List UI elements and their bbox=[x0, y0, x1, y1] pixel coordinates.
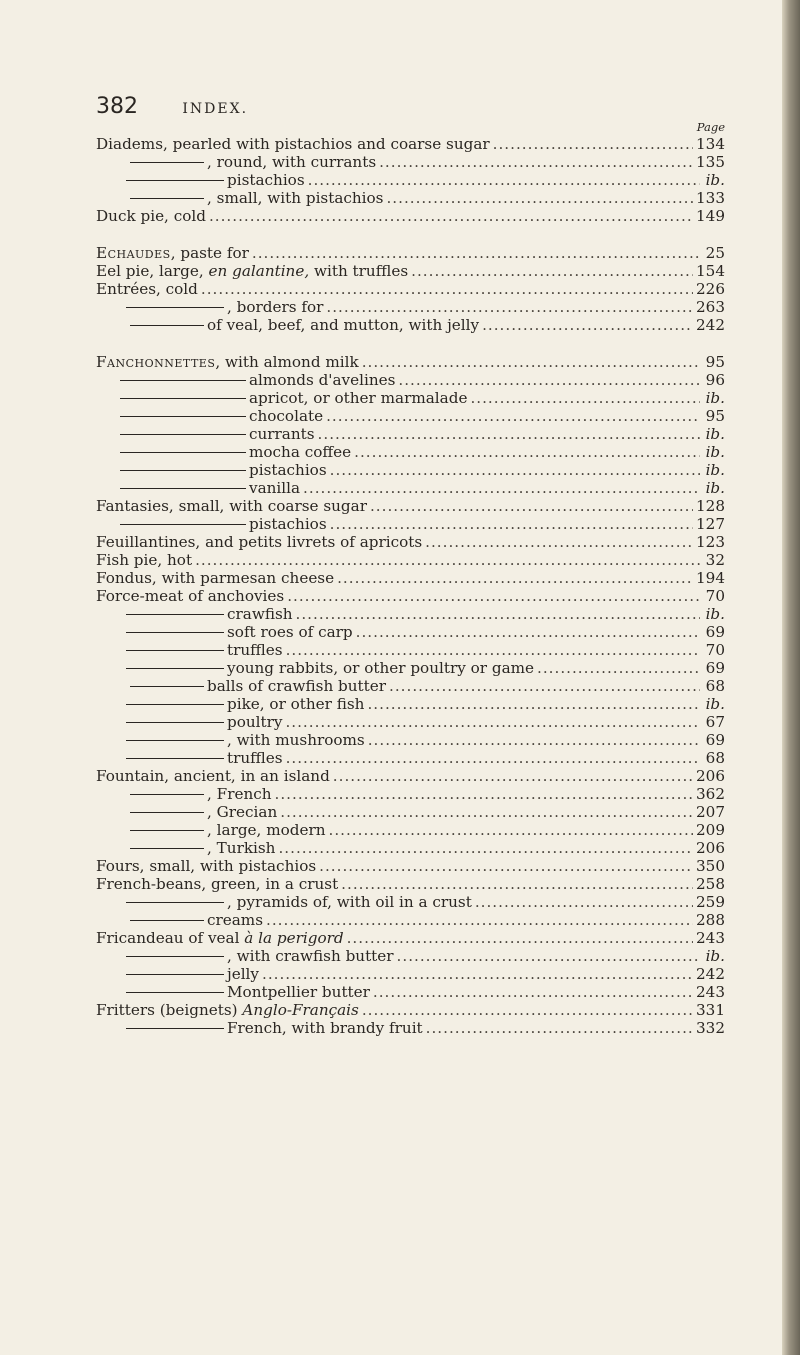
dot-leader bbox=[296, 605, 700, 623]
index-entry bbox=[96, 569, 725, 587]
dot-leader bbox=[278, 839, 693, 857]
page-ref: ib. bbox=[705, 171, 725, 189]
index-entry bbox=[96, 821, 725, 839]
ditto-dash bbox=[96, 672, 227, 673]
entry-text: crawfish bbox=[227, 605, 293, 623]
page-ref: 95 bbox=[705, 407, 725, 425]
index-entry bbox=[96, 875, 725, 893]
dot-leader bbox=[347, 929, 693, 947]
page-ref: 207 bbox=[696, 803, 725, 821]
index-entry bbox=[96, 207, 725, 225]
entry-text: Fountain, ancient, in an island bbox=[96, 767, 330, 785]
entry-text: pistachios bbox=[249, 461, 327, 479]
page-ref: 25 bbox=[705, 244, 725, 262]
page-ref: 243 bbox=[696, 929, 725, 947]
entry-text: Force-meat of anchovies bbox=[96, 587, 285, 605]
page-ref: 226 bbox=[696, 280, 725, 298]
page-ref: ib. bbox=[705, 425, 725, 443]
entry-group-gap bbox=[96, 334, 725, 353]
dot-leader bbox=[475, 893, 693, 911]
index-entry bbox=[96, 587, 725, 605]
index-entry bbox=[96, 857, 725, 875]
dot-leader bbox=[326, 407, 700, 425]
entry-text: Fricandeau of veal à la perigord bbox=[96, 929, 344, 947]
entry-group-gap bbox=[96, 225, 725, 244]
entry-text: Echaudes, paste for bbox=[96, 244, 249, 262]
entry-text: Montpellier butter bbox=[227, 983, 370, 1001]
entry-text: Duck pie, cold bbox=[96, 207, 206, 225]
entry-text: creams bbox=[207, 911, 264, 929]
page-column-label: Page bbox=[696, 120, 725, 134]
page-number: 382 bbox=[96, 94, 138, 119]
dot-leader bbox=[330, 515, 693, 533]
index-entry bbox=[96, 1019, 725, 1037]
page-ref: 206 bbox=[696, 839, 725, 857]
index-entry bbox=[96, 533, 725, 551]
page-ref: 96 bbox=[705, 371, 725, 389]
dot-leader bbox=[425, 533, 693, 551]
entry-text: , Grecian bbox=[207, 803, 278, 821]
entry-text: pistachios bbox=[227, 171, 305, 189]
ditto-dash bbox=[96, 762, 227, 763]
page-ref: 242 bbox=[696, 316, 725, 334]
ditto-dash bbox=[96, 166, 207, 167]
ditto-dash bbox=[96, 924, 207, 925]
dot-leader bbox=[329, 821, 694, 839]
index-entry bbox=[96, 244, 725, 262]
index-entry bbox=[96, 407, 725, 425]
entry-text: Fours, small, with pistachios bbox=[96, 857, 317, 875]
page-ref: 95 bbox=[705, 353, 725, 371]
entry-text: , with mushrooms bbox=[227, 731, 365, 749]
index-entry bbox=[96, 947, 725, 965]
dot-leader bbox=[370, 497, 693, 515]
dot-leader bbox=[286, 641, 700, 659]
dot-leader bbox=[319, 857, 693, 875]
index-entry bbox=[96, 713, 725, 731]
index-entry bbox=[96, 785, 725, 803]
ditto-dash bbox=[96, 726, 227, 727]
ditto-dash bbox=[96, 978, 227, 979]
dot-leader bbox=[201, 280, 693, 298]
dot-leader bbox=[286, 749, 700, 767]
dot-leader bbox=[482, 316, 693, 334]
ditto-dash bbox=[96, 618, 227, 619]
ditto-dash bbox=[96, 798, 207, 799]
dot-leader bbox=[252, 244, 700, 262]
page-ref: ib. bbox=[705, 947, 725, 965]
entry-text: , Turkish bbox=[207, 839, 276, 857]
entry-text: Fanchonnettes, with almond milk bbox=[96, 353, 359, 371]
page-ref: 243 bbox=[696, 983, 725, 1001]
dot-leader bbox=[333, 767, 693, 785]
dot-leader bbox=[209, 207, 693, 225]
dot-leader bbox=[303, 479, 700, 497]
entry-text: mocha coffee bbox=[249, 443, 352, 461]
entry-text: Diadems, pearled with pistachios and coarse sugar bbox=[96, 135, 490, 153]
entry-text: Eel pie, large, en galantine, with truffles bbox=[96, 262, 409, 280]
ditto-dash bbox=[96, 834, 207, 835]
dot-leader bbox=[397, 947, 700, 965]
entry-text: , small, with pistachios bbox=[207, 189, 384, 207]
dot-leader bbox=[287, 587, 700, 605]
index-entry bbox=[96, 623, 725, 641]
dot-leader bbox=[275, 785, 693, 803]
page-ref: 362 bbox=[696, 785, 725, 803]
page-ref: 332 bbox=[696, 1019, 725, 1037]
ditto-dash bbox=[96, 708, 227, 709]
dot-leader bbox=[389, 677, 700, 695]
index-entry bbox=[96, 479, 725, 497]
page-ref: 68 bbox=[705, 677, 725, 695]
dot-leader bbox=[330, 461, 700, 479]
dot-leader bbox=[493, 135, 693, 153]
ditto-dash bbox=[96, 202, 207, 203]
entry-text: , pyramids of, with oil in a crust bbox=[227, 893, 472, 911]
dot-leader bbox=[337, 569, 693, 587]
index-entry bbox=[96, 353, 725, 371]
entry-text: Feuillantines, and petits livrets of apricots bbox=[96, 533, 423, 551]
ditto-dash bbox=[96, 420, 249, 421]
page-ref: 209 bbox=[696, 821, 725, 839]
entry-text: of veal, beef, and mutton, with jelly bbox=[207, 316, 480, 334]
index-entry bbox=[96, 425, 725, 443]
page-ref: 134 bbox=[696, 135, 725, 153]
page-ref: 206 bbox=[696, 767, 725, 785]
index-entry bbox=[96, 893, 725, 911]
entry-text: vanilla bbox=[249, 479, 301, 497]
dot-leader bbox=[426, 1019, 693, 1037]
dot-leader bbox=[368, 731, 700, 749]
dot-leader bbox=[285, 713, 700, 731]
ditto-dash bbox=[96, 438, 249, 439]
page-header bbox=[96, 94, 696, 119]
index-entry bbox=[96, 677, 725, 695]
entry-text: , with crawfish butter bbox=[227, 947, 394, 965]
entry-text: French, with brandy fruit bbox=[227, 1019, 423, 1037]
page-ref: 133 bbox=[696, 189, 725, 207]
index-entry bbox=[96, 641, 725, 659]
index-entry bbox=[96, 983, 725, 1001]
entry-text: almonds d'avelines bbox=[249, 371, 396, 389]
index-entry bbox=[96, 731, 725, 749]
index-entry bbox=[96, 803, 725, 821]
dot-leader bbox=[362, 353, 700, 371]
entry-text: Fantasies, small, with coarse sugar bbox=[96, 497, 367, 515]
page-ref: 68 bbox=[705, 749, 725, 767]
dot-leader bbox=[411, 262, 693, 280]
ditto-dash bbox=[96, 960, 227, 961]
page-ref: ib. bbox=[705, 605, 725, 623]
index-entry bbox=[96, 189, 725, 207]
ditto-dash bbox=[96, 744, 227, 745]
dot-leader bbox=[326, 298, 693, 316]
entry-text: , borders for bbox=[227, 298, 324, 316]
dot-leader bbox=[195, 551, 700, 569]
index-entry bbox=[96, 153, 725, 171]
dot-leader bbox=[367, 695, 700, 713]
page-ref: 135 bbox=[696, 153, 725, 171]
index-entry bbox=[96, 911, 725, 929]
dot-leader bbox=[266, 911, 693, 929]
index-entry bbox=[96, 965, 725, 983]
index-entry bbox=[96, 461, 725, 479]
entry-text: currants bbox=[249, 425, 315, 443]
ditto-dash bbox=[96, 852, 207, 853]
dot-leader bbox=[537, 659, 700, 677]
entry-text: young rabbits, or other poultry or game bbox=[227, 659, 535, 677]
ditto-dash bbox=[96, 528, 249, 529]
page-ref: 32 bbox=[705, 551, 725, 569]
page-ref: ib. bbox=[705, 461, 725, 479]
entry-text: Fondus, with parmesan cheese bbox=[96, 569, 335, 587]
index-entry bbox=[96, 280, 725, 298]
entry-text: Fish pie, hot bbox=[96, 551, 193, 569]
page-ref: 69 bbox=[705, 659, 725, 677]
page-ref: 331 bbox=[696, 1001, 725, 1019]
index-entry bbox=[96, 767, 725, 785]
page-ref: 242 bbox=[696, 965, 725, 983]
entry-text: pistachios bbox=[249, 515, 327, 533]
dot-leader bbox=[341, 875, 693, 893]
page-ref: 67 bbox=[705, 713, 725, 731]
page-ref: ib. bbox=[705, 389, 725, 407]
dot-leader bbox=[362, 1001, 693, 1019]
dot-leader bbox=[386, 189, 693, 207]
index-entry bbox=[96, 371, 725, 389]
dot-leader bbox=[318, 425, 700, 443]
index-entry bbox=[96, 135, 725, 153]
ditto-dash bbox=[96, 329, 207, 330]
ditto-dash bbox=[96, 816, 207, 817]
index-entry bbox=[96, 551, 725, 569]
page-ref: 70 bbox=[705, 587, 725, 605]
dot-leader bbox=[354, 443, 700, 461]
page-ref: 128 bbox=[696, 497, 725, 515]
dot-leader bbox=[262, 965, 693, 983]
index-entry bbox=[96, 929, 725, 947]
index-entry bbox=[96, 659, 725, 677]
dot-leader bbox=[373, 983, 693, 1001]
entry-text: , round, with currants bbox=[207, 153, 377, 171]
ditto-dash bbox=[96, 474, 249, 475]
ditto-dash bbox=[96, 311, 227, 312]
index-entry bbox=[96, 1001, 725, 1019]
entry-text: jelly bbox=[227, 965, 259, 983]
entry-text: apricot, or other marmalade bbox=[249, 389, 468, 407]
page-title: INDEX. bbox=[182, 101, 249, 117]
index-entry bbox=[96, 515, 725, 533]
book-binding-edge bbox=[782, 0, 800, 1355]
index-entry bbox=[96, 605, 725, 623]
entry-text: poultry bbox=[227, 713, 283, 731]
dot-leader bbox=[308, 171, 700, 189]
entry-text: balls of crawfish butter bbox=[207, 677, 387, 695]
entry-text: Fritters (beignets) Anglo-Français bbox=[96, 1001, 359, 1019]
page-ref: 127 bbox=[696, 515, 725, 533]
ditto-dash bbox=[96, 654, 227, 655]
index-entry bbox=[96, 749, 725, 767]
page-ref: ib. bbox=[705, 443, 725, 461]
entry-text: , large, modern bbox=[207, 821, 326, 839]
page-ref: 69 bbox=[705, 623, 725, 641]
index-entry bbox=[96, 171, 725, 189]
page-ref: 288 bbox=[696, 911, 725, 929]
ditto-dash bbox=[96, 636, 227, 637]
index-list bbox=[96, 135, 725, 1037]
index-entry bbox=[96, 389, 725, 407]
entry-text: pike, or other fish bbox=[227, 695, 365, 713]
page-ref: 123 bbox=[696, 533, 725, 551]
entry-text: Entrées, cold bbox=[96, 280, 198, 298]
page-ref: 259 bbox=[696, 893, 725, 911]
page-ref: 69 bbox=[705, 731, 725, 749]
page-ref: 70 bbox=[705, 641, 725, 659]
index-entry bbox=[96, 695, 725, 713]
page-ref: ib. bbox=[705, 479, 725, 497]
entry-text: truffles bbox=[227, 749, 283, 767]
page-ref: ib. bbox=[705, 695, 725, 713]
index-entry bbox=[96, 443, 725, 461]
index-entry bbox=[96, 316, 725, 334]
dot-leader bbox=[398, 371, 700, 389]
ditto-dash bbox=[96, 456, 249, 457]
index-entry bbox=[96, 839, 725, 857]
ditto-dash bbox=[96, 690, 207, 691]
ditto-dash bbox=[96, 1032, 227, 1033]
dot-leader bbox=[470, 389, 700, 407]
entry-text: soft roes of carp bbox=[227, 623, 353, 641]
entry-text: chocolate bbox=[249, 407, 324, 425]
page-ref: 258 bbox=[696, 875, 725, 893]
dot-leader bbox=[379, 153, 693, 171]
dot-leader bbox=[280, 803, 693, 821]
index-entry bbox=[96, 497, 725, 515]
ditto-dash bbox=[96, 996, 227, 997]
ditto-dash bbox=[96, 492, 249, 493]
ditto-dash bbox=[96, 384, 249, 385]
entry-text: French-beans, green, in a crust bbox=[96, 875, 339, 893]
index-entry bbox=[96, 298, 725, 316]
ditto-dash bbox=[96, 184, 227, 185]
ditto-dash bbox=[96, 906, 227, 907]
dot-leader bbox=[356, 623, 700, 641]
entry-text: , French bbox=[207, 785, 272, 803]
page-ref: 149 bbox=[696, 207, 725, 225]
page-ref: 194 bbox=[696, 569, 725, 587]
ditto-dash bbox=[96, 402, 249, 403]
entry-text: truffles bbox=[227, 641, 283, 659]
index-entry bbox=[96, 262, 725, 280]
page-ref: 350 bbox=[696, 857, 725, 875]
page-ref: 154 bbox=[696, 262, 725, 280]
page-ref: 263 bbox=[696, 298, 725, 316]
